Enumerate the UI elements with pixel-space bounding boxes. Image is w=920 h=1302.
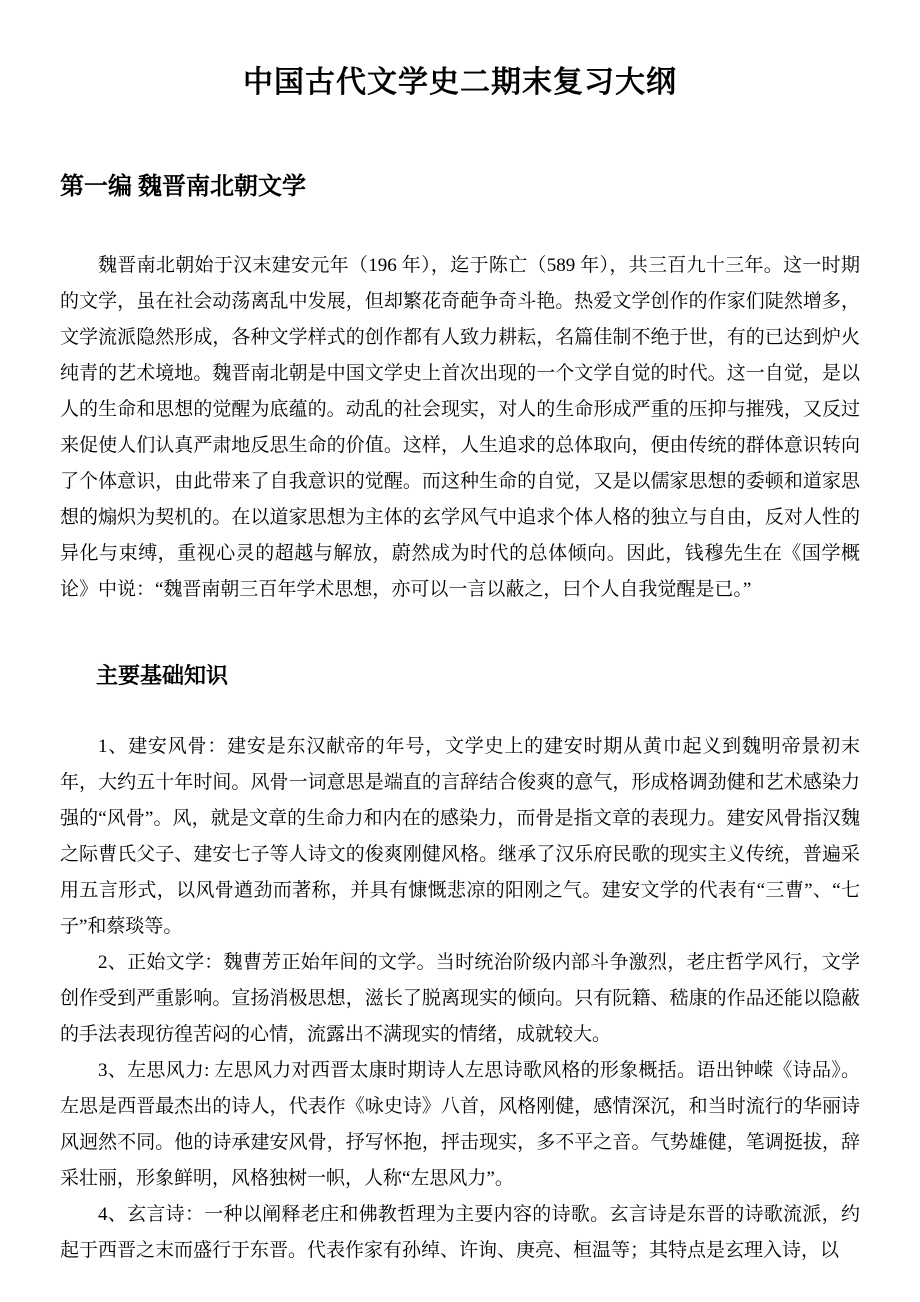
- section-subheading: 主要基础知识: [96, 662, 229, 688]
- document-title: 中国古代文学史二期末复习大纲: [243, 66, 677, 99]
- knowledge-item-3: 3、左思风力: 左思风力对西晋太康时期诗人左思诗歌风格的形象概括。语出钟嵘《诗品》。左思是西晋最杰出的诗人，代表作《咏史诗》八首，风格刚健，感情深沉，和当时流行的华丽诗风迥然不同。他的诗承建安风骨，抒写怀抱，抨击现实，多不平之音。气势雄健，笔调挺拔，辞采壮丽，形象鲜明，风格独树一帜，人称“左思风力”。: [60, 1060, 860, 1189]
- section-heading: 第一编 魏晋南北朝文学: [60, 173, 306, 200]
- knowledge-item-1: 1、建安风骨：建安是东汉献帝的年号，文学史上的建安时期从黄巾起义到魏明帝景初末年，大约五十年时间。风骨一词意思是端直的言辞结合俊爽的意气，形成格调劲健和艺术感染力强的“风骨”。风，就是文章的生命力和内在的感染力，而骨是指文章的表现力。建安风骨指汉魏之际曹氏父子、建安七子等人诗文的俊爽刚健风格。继承了汉乐府民歌的现实主义传统，普遍采用五言形式，以风骨遒劲而著称，并具有慷慨悲凉的阳刚之气。建安文学的代表有“三曹”、“七子”和蔡琰等。: [60, 736, 860, 937]
- knowledge-item-2: 2、正始文学：魏曹芳正始年间的文学。当时统治阶级内部斗争激烈，老庄哲学风行，文学创作受到严重影响。宣扬消极思想，滋长了脱离现实的倾向。只有阮籍、嵇康的作品还能以隐蔽的手法表现彷徨苦闷的心情，流露出不满现实的情绪，成就较大。: [60, 952, 860, 1045]
- knowledge-items: [60, 729, 860, 1269]
- section-intro-paragraph: 魏晋南北朝始于汉末建安元年（196 年），迄于陈亡（589 年），共三百九十三年。这一时期的文学，虽在社会动荡离乱中发展，但却繁花奇葩争奇斗艳。热爱文学创作的作家们陡然增多，文学流派隐然形成，各种文学样式的创作都有人致力耕耘，名篇佳制不绝于世，有的已达到炉火纯青的艺术境地。魏晋南北朝是中国文学史上首次出现的一个文学自觉的时代。这一自觉，是以人的生命和思想的觉醒为底蕴的。动乱的社会现实，对人的生命形成严重的压抑与摧残，又反过来促使人们认真严肃地反思生命的价值。这样，人生追求的总体取向，便由传统的群体意识转向了个体意识，由此带来了自我意识的觉醒。而这种生命的自觉，又是以儒家思想的委顿和道家思想的煽炽为契机的。在以道家思想为主体的玄学风气中追求个体人格的独立与自由，反对人性的异化与束缚，重视心灵的超越与解放，蔚然成为时代的总体倾向。因此，钱穆先生在《国学概论》中说：“魏晋南朝三百年学术思想，亦可以一言以蔽之，曰个人自我觉醒是已。”: [60, 254, 860, 600]
- knowledge-item-4: 4、玄言诗：一种以阐释老庄和佛教哲理为主要内容的诗歌。玄言诗是东晋的诗歌流派，约起于西晋之末而盛行于东晋。代表作家有孙绰、许询、庚亮、桓温等；其特点是玄理入诗，以: [60, 1204, 860, 1261]
